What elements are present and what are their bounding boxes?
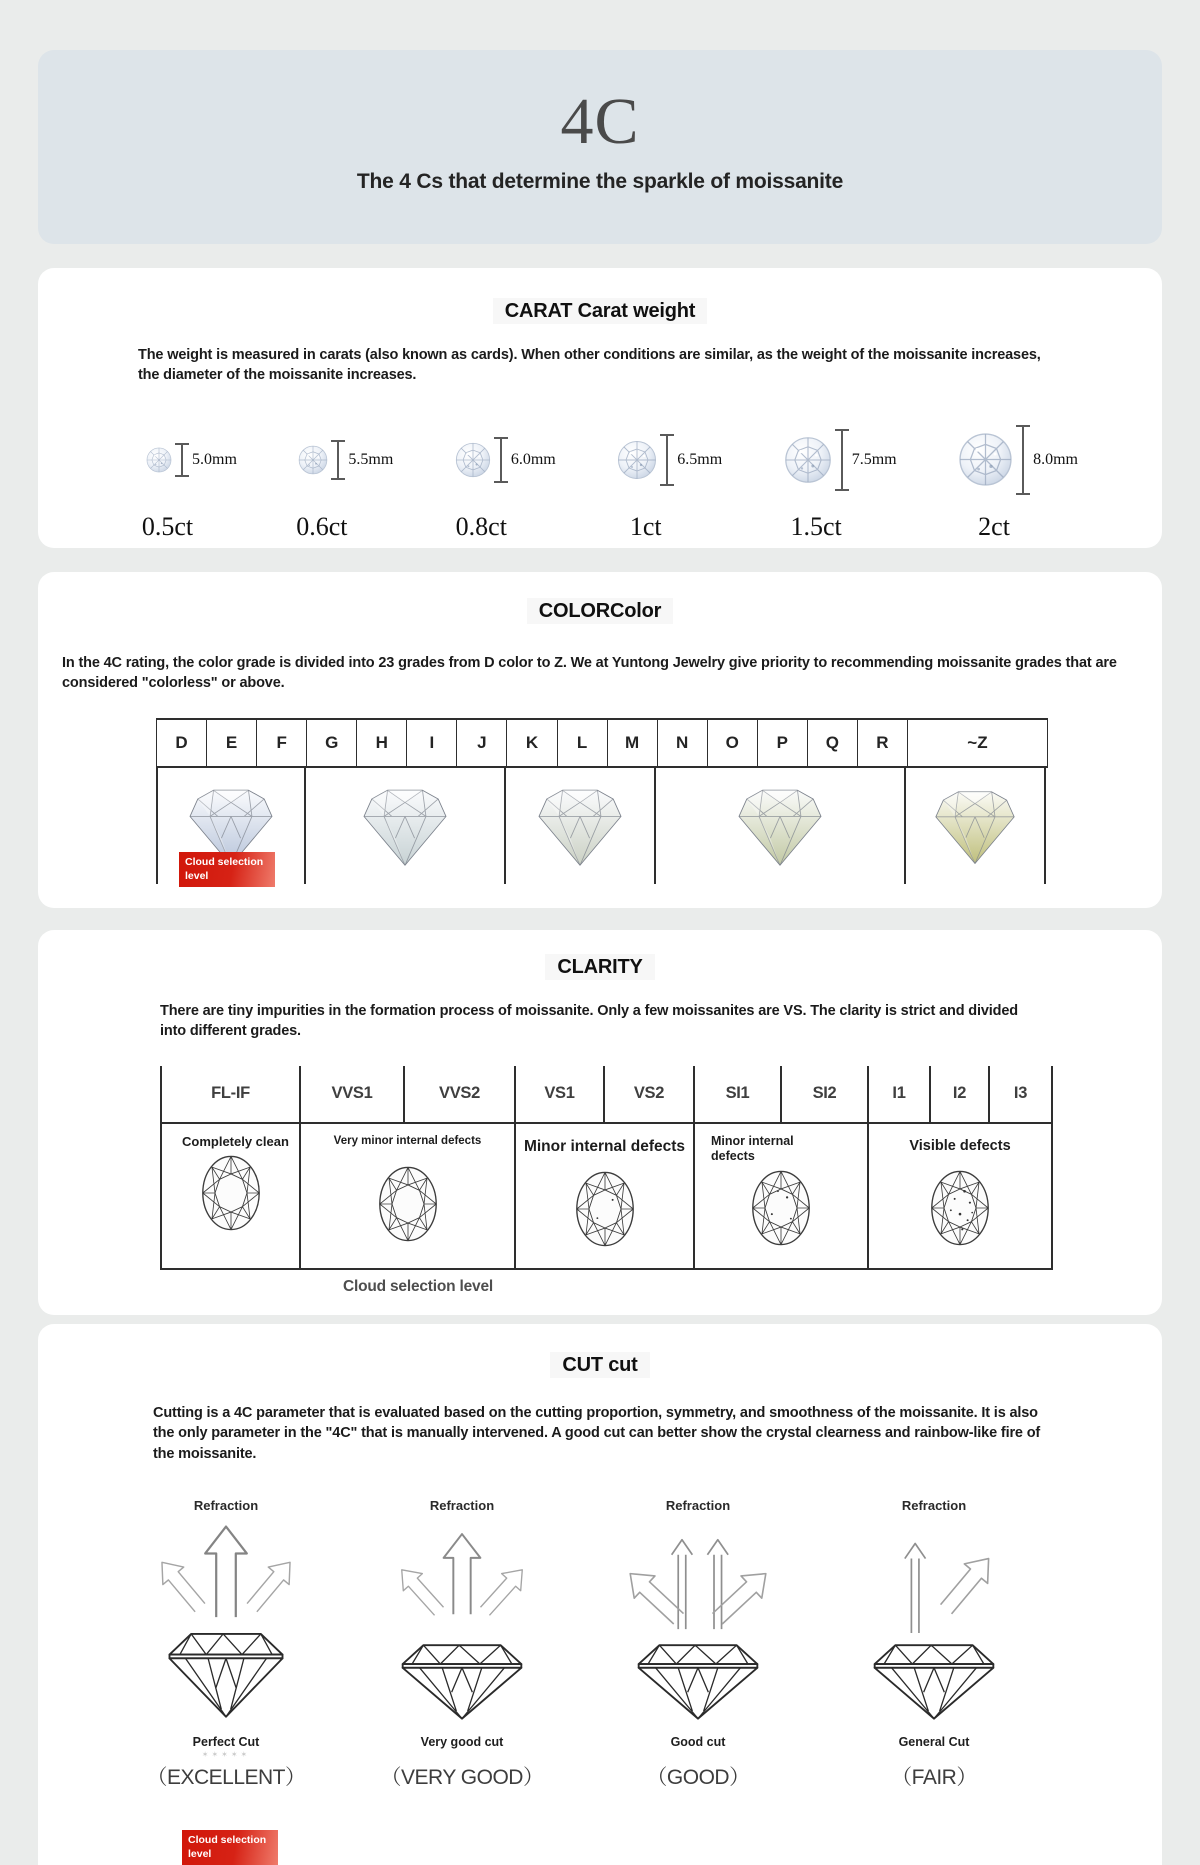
diamond-icon bbox=[298, 445, 328, 475]
grade-cell: L bbox=[558, 720, 608, 766]
grade-cell: J bbox=[457, 720, 507, 766]
clarity-group bbox=[869, 1124, 1053, 1268]
cut-column bbox=[344, 1498, 580, 1791]
section-carat bbox=[38, 268, 1162, 548]
measure-bar bbox=[1022, 425, 1024, 495]
grade-cell: G bbox=[307, 720, 357, 766]
cut-grade: （VERY GOOD） bbox=[380, 1765, 544, 1789]
diameter-label: 5.5mm bbox=[348, 450, 394, 468]
grade-cell: F bbox=[257, 720, 307, 766]
grade-cell: K bbox=[507, 720, 557, 766]
refraction-label: Refraction bbox=[665, 1497, 731, 1513]
clarity-group-label: Very minor internal defects bbox=[333, 1134, 482, 1147]
header-banner bbox=[38, 50, 1162, 244]
clarity-grade-cell: SI2 bbox=[782, 1066, 869, 1122]
cut-column bbox=[580, 1498, 816, 1791]
page-title: 4C bbox=[560, 85, 640, 158]
carat-item bbox=[141, 416, 237, 542]
cut-diagram-verygood-icon bbox=[349, 1513, 575, 1735]
cut-name: Very good cut bbox=[420, 1734, 504, 1749]
color-diamond-icon bbox=[929, 786, 1021, 866]
grade-cell: H bbox=[357, 720, 407, 766]
refraction-label: Refraction bbox=[901, 1497, 967, 1513]
clarity-grade-cell: I1 bbox=[869, 1066, 931, 1122]
clarity-group bbox=[695, 1124, 869, 1268]
weight-label: 0.8ct bbox=[455, 511, 507, 541]
badge-line: Cloud selection bbox=[185, 855, 264, 868]
diameter-label: 7.5mm bbox=[851, 450, 897, 468]
grade-cell: P bbox=[758, 720, 808, 766]
measure-bar bbox=[500, 437, 502, 483]
clarity-grade-cell: VVS1 bbox=[301, 1066, 405, 1122]
cut-grade: （EXCELLENT） bbox=[146, 1765, 306, 1789]
grade-cell: E bbox=[207, 720, 257, 766]
clarity-grade-cell: I3 bbox=[990, 1066, 1053, 1122]
grade-cell: ~Z bbox=[908, 720, 1048, 766]
grade-cell: R bbox=[858, 720, 908, 766]
clarity-cloud-note: Cloud selection level bbox=[343, 1277, 493, 1295]
carat-title: CARAT Carat weight bbox=[38, 300, 1162, 323]
carat-item bbox=[455, 416, 556, 542]
color-diamond-icon bbox=[532, 784, 628, 868]
grade-cell: Q bbox=[808, 720, 858, 766]
section-cut bbox=[38, 1324, 1162, 1865]
clarity-group-label: Minor internal defects bbox=[523, 1137, 686, 1155]
diameter-label: 6.0mm bbox=[510, 450, 556, 468]
diameter-label: 8.0mm bbox=[1033, 450, 1078, 468]
grade-cell: N bbox=[658, 720, 708, 766]
section-clarity bbox=[38, 930, 1162, 1315]
badge-line: level bbox=[185, 869, 209, 882]
cut-diagram-excellent-icon bbox=[113, 1513, 339, 1735]
clarity-diamond-icon bbox=[749, 1168, 813, 1248]
clarity-title: CLARITY bbox=[38, 956, 1162, 979]
page bbox=[0, 50, 1200, 1865]
clarity-grade-cell: VS2 bbox=[605, 1066, 695, 1122]
cut-grade: （FAIR） bbox=[891, 1765, 977, 1789]
grade-cell: O bbox=[708, 720, 758, 766]
diameter-label: 6.5mm bbox=[677, 450, 723, 468]
measure-bar bbox=[337, 440, 339, 480]
refraction-label: Refraction bbox=[193, 1497, 259, 1513]
clarity-group bbox=[160, 1124, 301, 1268]
cut-stars: ✶✶✶✶✶ bbox=[201, 1749, 251, 1759]
refraction-label: Refraction bbox=[429, 1497, 495, 1513]
measure-bar bbox=[666, 434, 668, 486]
clarity-grade-cell: FL-IF bbox=[160, 1066, 301, 1122]
cloud-selection-badge bbox=[182, 1830, 278, 1865]
page-subtitle: The 4 Cs that determine the sparkle of moissanite bbox=[356, 170, 844, 193]
weight-label: 1.5ct bbox=[790, 511, 842, 541]
carat-description: The weight is measured in carats (also known as cards). When other conditions are similar, as the weight of the moissanite increases, the diameter of the moissanite increases. bbox=[138, 347, 1041, 384]
color-description: In the 4C rating, the color grade is divided into 23 grades from D color to Z. We at Yuntong Jewelry give priority to recommending moissanite grades that are considered "colorless" or above. bbox=[62, 655, 1117, 692]
clarity-grade-cell: I2 bbox=[931, 1066, 990, 1122]
color-title: COLORColor bbox=[38, 600, 1162, 623]
diamond-icon bbox=[617, 440, 657, 480]
clarity-diamond-icon bbox=[376, 1164, 440, 1244]
carat-item bbox=[617, 416, 722, 542]
clarity-description: There are tiny impurities in the formation process of moissanite. Only a few moissanites are VS. The clarity is strict and divided into different grades. bbox=[160, 1003, 1019, 1040]
cut-title: CUT cut bbox=[38, 1354, 1162, 1377]
clarity-grade-header bbox=[160, 1066, 1053, 1124]
carat-item bbox=[298, 416, 393, 542]
clarity-grade-cell: SI1 bbox=[695, 1066, 782, 1122]
clarity-group-label: Visible defects bbox=[909, 1137, 1011, 1154]
cut-grade: （GOOD） bbox=[646, 1765, 750, 1789]
clarity-grade-table bbox=[160, 1066, 1053, 1296]
diamond-icon bbox=[455, 442, 491, 478]
color-diamond-icon bbox=[357, 784, 453, 868]
color-diamond-row bbox=[156, 768, 1048, 884]
cloud-selection-badge bbox=[179, 852, 275, 887]
cut-diagram-fair-icon bbox=[821, 1513, 1047, 1735]
clarity-group-label: Completely clean bbox=[182, 1133, 289, 1149]
diamond-icon bbox=[146, 447, 172, 473]
clarity-group bbox=[516, 1124, 695, 1268]
grade-cell: I bbox=[407, 720, 457, 766]
diamond-icon bbox=[958, 432, 1013, 487]
carat-item bbox=[784, 416, 897, 542]
cut-description: Cutting is a 4C parameter that is evaluated based on the cutting proportion, symmetry, and smoothness of the moissanite. It is also the only parameter in the "4C" that is manually intervened. A good cut can better show the crystal clearness and rainbow-like fire of the moissanite. bbox=[153, 1405, 1041, 1462]
diameter-label: 5.0mm bbox=[192, 450, 237, 468]
clarity-grade-cell: VS1 bbox=[516, 1066, 605, 1122]
cut-column bbox=[108, 1498, 344, 1791]
badge-line: level bbox=[188, 1848, 212, 1861]
clarity-group bbox=[301, 1124, 516, 1268]
carat-item bbox=[958, 416, 1078, 542]
measure-bar bbox=[841, 429, 843, 491]
cut-diagram-good-icon bbox=[585, 1513, 811, 1735]
weight-label: 0.6ct bbox=[296, 511, 348, 541]
weight-label: 1ct bbox=[629, 511, 662, 541]
color-diamond-icon bbox=[732, 784, 828, 868]
color-grade-scale bbox=[156, 718, 1048, 884]
weight-label: 2ct bbox=[978, 511, 1010, 541]
cut-name: Good cut bbox=[670, 1734, 726, 1749]
weight-label: 0.5ct bbox=[141, 511, 194, 541]
clarity-group-row bbox=[160, 1124, 1053, 1270]
clarity-diamond-icon bbox=[573, 1169, 637, 1249]
grade-cell: D bbox=[156, 720, 207, 766]
cut-diagram-row bbox=[108, 1498, 1052, 1791]
diamond-icon bbox=[784, 436, 832, 484]
cut-name: General Cut bbox=[898, 1734, 970, 1749]
clarity-diamond-icon bbox=[928, 1168, 992, 1248]
cut-name: Perfect Cut bbox=[192, 1734, 260, 1749]
clarity-group-label: Minor internal defects bbox=[711, 1133, 794, 1164]
carat-size-row bbox=[141, 416, 1078, 542]
cut-column bbox=[816, 1498, 1052, 1791]
grade-cell: M bbox=[608, 720, 658, 766]
clarity-diamond-icon bbox=[199, 1153, 263, 1233]
color-grade-letters bbox=[156, 718, 1048, 768]
measure-bar bbox=[181, 443, 183, 477]
clarity-grade-cell: VVS2 bbox=[405, 1066, 516, 1122]
section-color bbox=[38, 572, 1162, 908]
badge-line: Cloud selection bbox=[188, 1834, 267, 1846]
